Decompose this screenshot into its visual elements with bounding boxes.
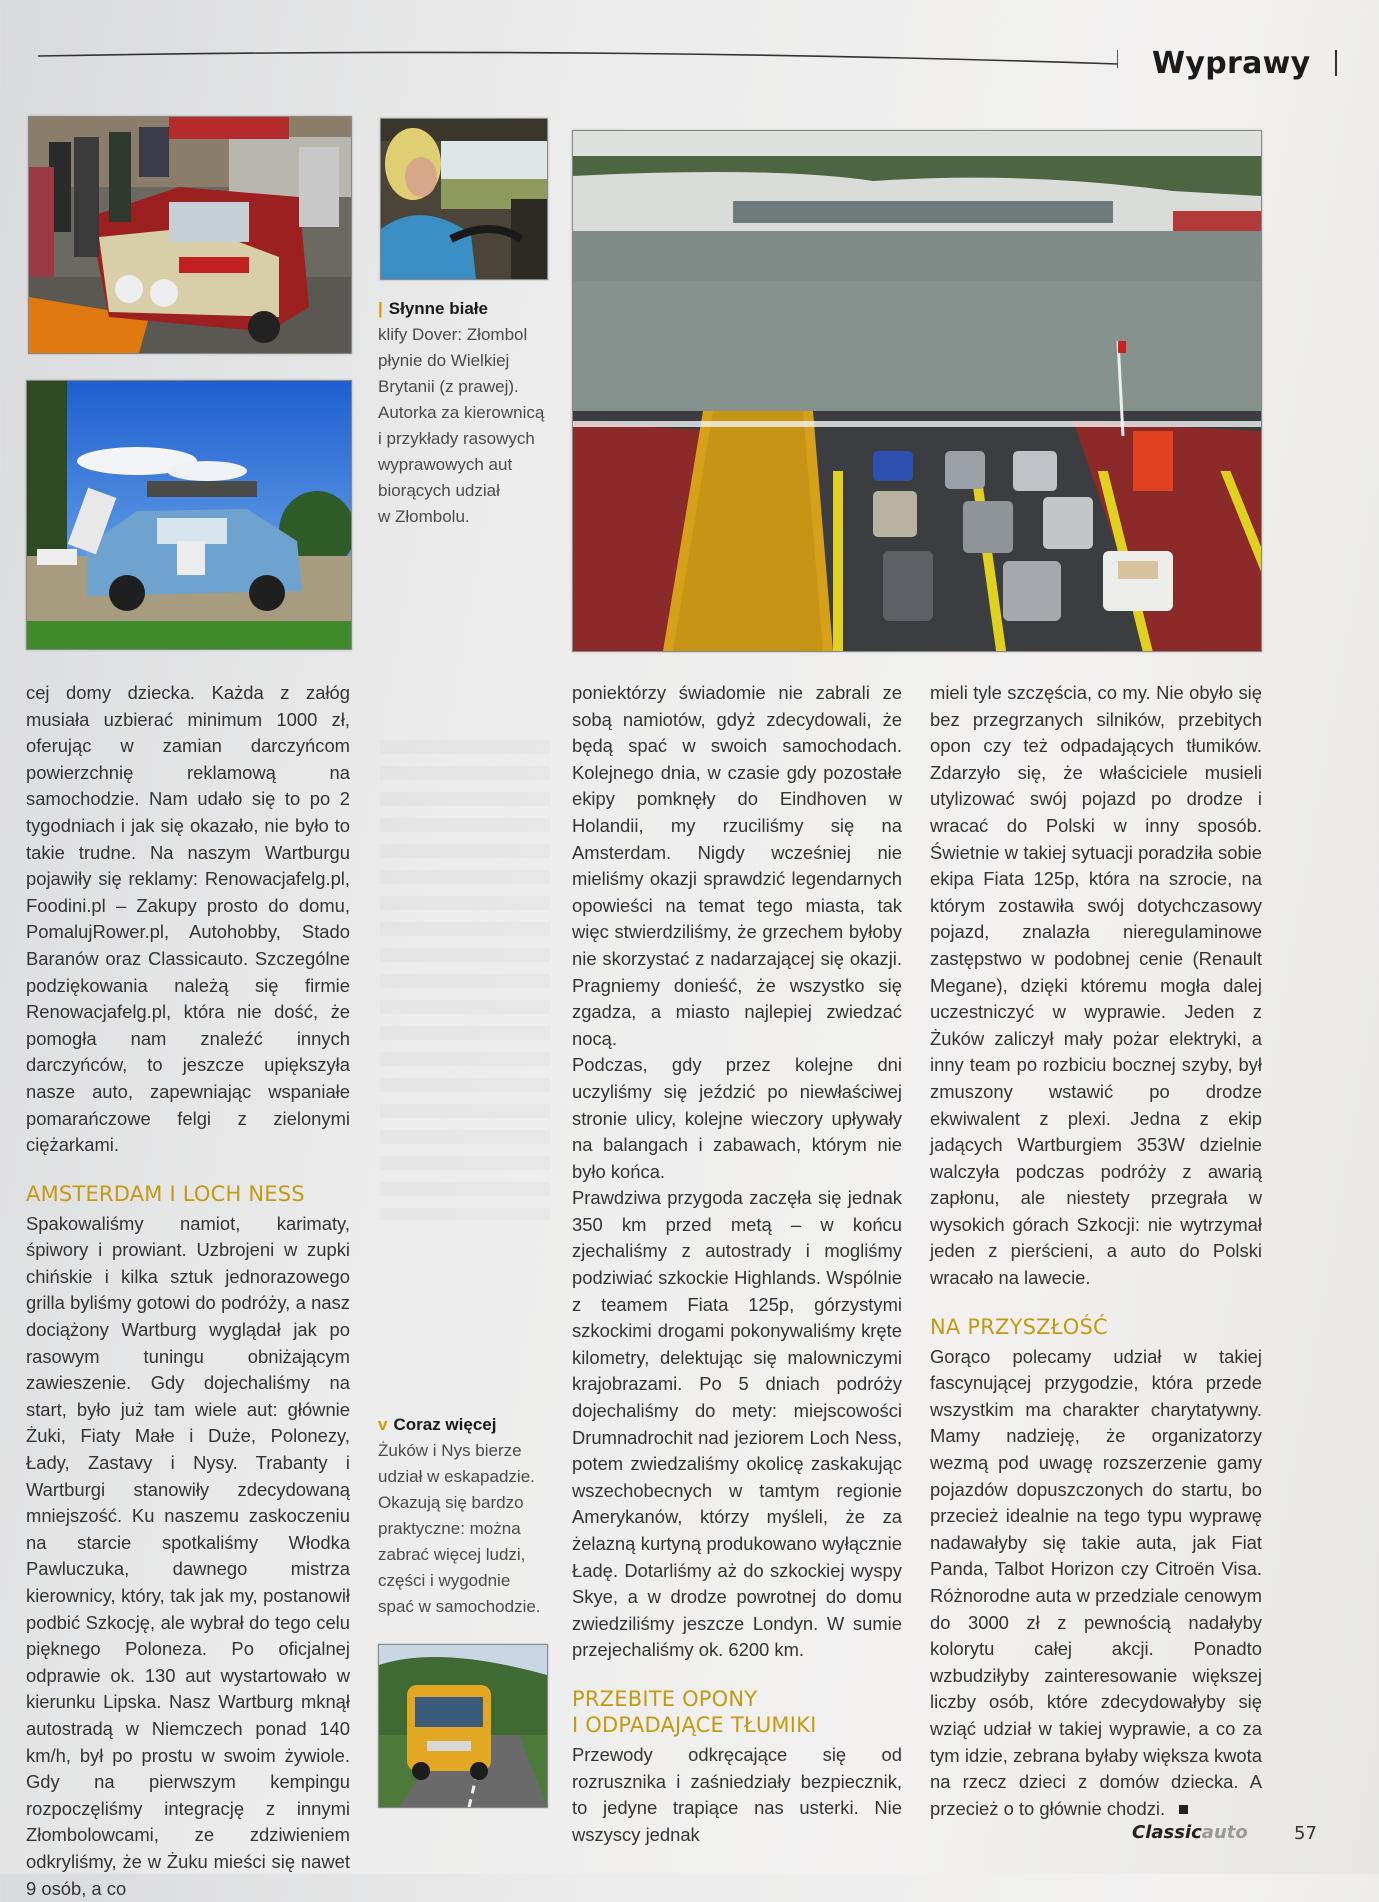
header-rule bbox=[38, 44, 1118, 68]
subheading-future: NA PRZYSZŁOŚĆ bbox=[930, 1314, 1108, 1339]
caption-more bbox=[378, 1412, 550, 1620]
caption-dover bbox=[378, 296, 550, 530]
logo-auto: auto bbox=[1201, 1822, 1248, 1843]
caption-line: biorących udział bbox=[378, 481, 500, 500]
caption-line: praktyczne: można bbox=[378, 1519, 521, 1538]
subheading-line: I ODPADAJĄCE TŁUMIKI bbox=[572, 1712, 817, 1737]
caption-lead: Coraz więcej bbox=[393, 1415, 497, 1434]
caption-line: spać w samochodzie. bbox=[378, 1597, 541, 1616]
paragraph: Prawdziwa przygoda zaczęła się jednak 350 km przed metą – w końcu zjechaliśmy z autostrady i mogliśmy podziwiać szkockie Highlands. Wspólnie z teamem Fiata 125p, górzystymi szkockimi drogami pokonywaliśmy kręte kilometry, delektując się malowniczymi krajobrazami. Po 5 dniach podróży dojechaliśmy do mety: miejscowości Drumnadrochit nad jeziorem Loch Ness, potem zwiedzaliśmy okolicę zaskakując wszechobecnych w tamtym regionie Amerykanów, którzy myśleli, że za żelazną kurtyną produkowano wyłącznie Ładę. Dotarliśmy aż do szkockiej wyspy Skye, a w drodze powrotnej do domu zwiedziliśmy jeszcze Londyn. W sumie przejechaliśmy ok. 6200 km. bbox=[572, 1187, 902, 1661]
caption-line: Autorka za kierownicą bbox=[378, 403, 545, 422]
section-title: Wyprawy bbox=[1152, 46, 1311, 81]
bleed-through-text bbox=[380, 740, 550, 1220]
subheading-line: PRZEBITE OPONY bbox=[572, 1686, 758, 1711]
paragraph: Podczas, gdy przez kolejne dni uczyliśmy się jeździć po niewłaściwej stronie ulicy, kolejne wieczory upływały na balangach i zabawach, którym nie było końca. bbox=[572, 1054, 902, 1182]
paragraph-text: Gorąco polecamy udział w takiej fascynującej przygodzie, która przede wszystkim ma charakter charytatywny. Mamy nadzieję, że organizatorzy wezmą pod uwagę rozszerzenie gamy pojazdów dopuszczonych do startu, bo przecież idealnie na tego typu wyprawę nadawałyby się takie auta, jak Fiat Panda, Talbot Horizon czy Citroën Visa. Różnorodne auta w przedziale cenowym do 3000 zł z pewnością nadałyby kolorytu całej akcji. Ponadto wzbudziłyby zainteresowanie większej liczby osób, które zdecydowałyby się wziąć udział w takiej wyprawie, a co za tym idzie, zebrana byłaby większa kwota na rzecz dzieci z domów dziecka. A przecież o to głównie chodzi. bbox=[930, 1345, 1262, 1819]
caption-line: Okazują się bardzo bbox=[378, 1493, 524, 1512]
caption-line: i przykłady rasowych bbox=[378, 429, 535, 448]
caption-marker: v bbox=[378, 1415, 388, 1434]
subheading-tyres bbox=[572, 1686, 902, 1738]
photo-rally-car-crowd bbox=[28, 116, 352, 354]
caption-line: zabrać więcej ludzi, bbox=[378, 1545, 526, 1564]
end-of-article-mark bbox=[1179, 1805, 1188, 1814]
caption-line: udział w eskapadzie. bbox=[378, 1467, 535, 1486]
page-number: 57 bbox=[1294, 1823, 1317, 1844]
caption-line: w Złombolu. bbox=[378, 507, 470, 526]
paragraph: Spakowaliśmy namiot, karimaty, śpiwory i prowiant. Uzbrojeni w zupki chińskie i kilka sztuk jednorazowego grilla byliśmy gotowi do podróży, a nasz dociążony Wartburg wyglądał jak po rasowym tuningu obniżającym zawieszenie. Gdy dojechaliśmy na start, było już tam wiele aut: głównie Żuki, Fiaty Małe i Duże, Polonezy, Łady, Zastavy i Nysy. Trabanty i Wartburgi stanowiły zdecydowaną mniejszość. Ku naszemu zaskoczeniu na starcie spotkaliśmy Włodka Pawluczuka, dawnego mistrza kierownicy, który, tak jak my, postanowił podbić Szkocję, ale wybrał do tego celu pięknego Poloneza. Po oficjalnej odprawie ok. 130 aut wystartowało w kierunku Lipska. Nasz Wartburg mknął autostradą w Niemczech ponad 140 km/h, był po prostu w swoim żywiole. Gdy na pierwszym kempingu rozpoczęliśmy integrację z innymi Złombolowcami, ze zdziwieniem odkryliśmy, że w Żuku mieści się nawet 9 osób, a co bbox=[26, 1212, 350, 1899]
photo-van-road bbox=[378, 1644, 548, 1808]
article-column-1 bbox=[26, 680, 350, 1902]
article-column-3 bbox=[930, 680, 1262, 1822]
magazine-logo bbox=[1132, 1822, 1248, 1843]
caption-line: klify Dover: Złombol bbox=[378, 325, 528, 344]
caption-line: Brytanii (z prawej). bbox=[378, 377, 519, 396]
caption-line: części i wygodnie bbox=[378, 1571, 511, 1590]
paragraph: poniektórzy świadomie nie zabrali ze sobą namiotów, gdyż zdecydowali, że będą spać w swoich samochodach. Kolejnego dnia, w czasie gdy pozostałe ekipy pomknęły do Eindhoven w Holandii, my rzuciliśmy się na Amsterdam. Nigdy wcześniej nie mieliśmy okazji sprawdzić legendarnych opowieści na temat tego miasta, tak więc stwierdziliśmy, że grzechem byłoby nie skorzystać z nadarzającej się okazji. Pragniemy donieść, że wszystko się zgadza, a miasto najlepiej zwiedzać nocą. bbox=[572, 682, 902, 1049]
article-column-2 bbox=[572, 680, 902, 1848]
paragraph: Przewody odkręcające się od rozrusznika i zaśniedziały bezpiecznik, to jedyne trapiące nas usterki. Nie wszyscy jednak bbox=[572, 1743, 902, 1845]
paragraph bbox=[930, 1344, 1262, 1823]
header-tick bbox=[1335, 50, 1337, 76]
paragraph: mieli tyle szczęścia, co my. Nie obyło się bez przegrzanych silników, przebitych opon czy też odpadających tłumików. Zdarzyło się, że właściciele musieli utylizować swój pojazd po drodze i wracać do Polski w inny sposób. Świetnie w takiej sytuacji poradziła sobie ekipa Fiata 125p, która na szrocie, na którym zostawiła swój dotychczasowy pojazd, znalazła nieregulaminowe zastępstwo w podobnej cenie (Renault Megane), dzięki któremu mogła dalej uczestniczyć w wyprawie. Jeden z Żuków zaliczył mały pożar elektryki, a inny team po rozbiciu bocznej szyby, był zmuszony wstawić po drodze ekwiwalent z plexi. Jedna z ekip jadących Wartburgiem 353W dzielnie walczyła podczas podróży z awarią zapłonu, ale niestety przegrała w wysokich górach Szkocji: nie wytrzymał jeden z pierścieni, a auto do Polski wracało na lawecie. bbox=[930, 682, 1262, 1289]
caption-line: płynie do Wielkiej bbox=[378, 351, 510, 370]
caption-line: Żuków i Nys bierze bbox=[378, 1441, 522, 1460]
photo-blue-lada bbox=[26, 380, 352, 650]
photo-ferry-dover bbox=[572, 130, 1262, 652]
caption-lead: Słynne białe bbox=[388, 299, 488, 318]
subheading-amsterdam: AMSTERDAM I LOCH NESS bbox=[26, 1181, 305, 1206]
caption-line: wyprawowych aut bbox=[378, 455, 513, 474]
photo-driver-woman bbox=[380, 118, 548, 280]
caption-marker: | bbox=[378, 299, 383, 318]
logo-classic: Classic bbox=[1132, 1822, 1202, 1843]
paragraph: cej domy dziecka. Każda z załóg musiała uzbierać minimum 1000 zł, oferując w zamian darczyńcom powierzchnię reklamową na samochodzie. Nam udało się to po 2 tygodniach i jak się okazało, nie było to takie trudne. Na naszym Wartburgu pojawiły się reklamy: Renowacjafelg.pl, Foodini.pl – Zakupy prosto do domu, PomalujRower.pl, Autohobby, Stado Baranów oraz Classicauto. Szczególne podziękowania należą się firmie Renowacjafelg.pl, która nie dość, że pomogła nam znaleźć innych darczyńców, to jeszcze upiększyła nasze auto, zapewniając wspaniałe pomarańczowe felgi z zielonymi ciężarkami. bbox=[26, 682, 350, 1156]
